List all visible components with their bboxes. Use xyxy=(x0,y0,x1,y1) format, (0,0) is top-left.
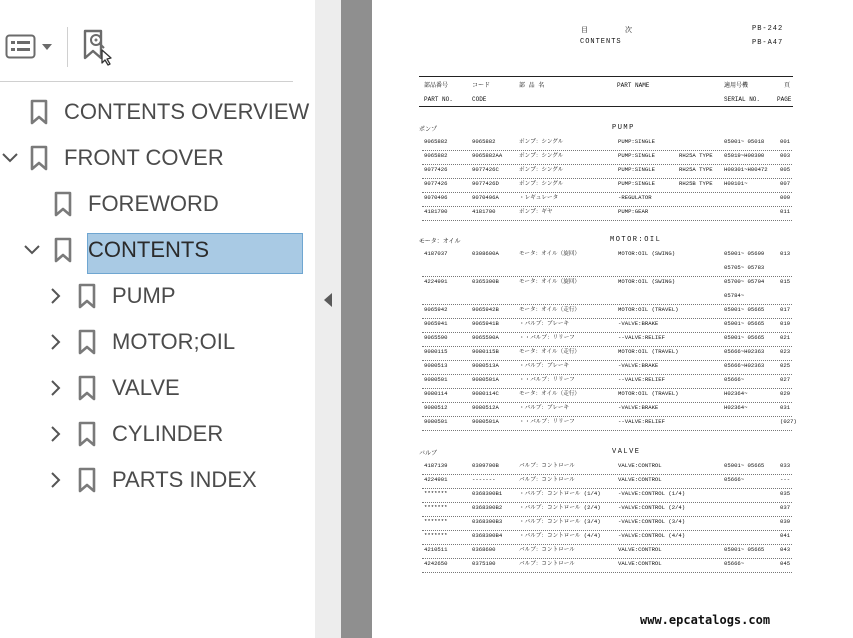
table-row xyxy=(372,376,853,390)
toolbar-separator xyxy=(67,27,68,67)
cell-jp: ・バルブ：コントロール (1/4) xyxy=(519,490,601,497)
cell-part: 4187037 xyxy=(424,250,448,257)
cell-serial: 05001~ 05018 xyxy=(724,138,765,145)
cell-code: 9070496A xyxy=(472,194,499,201)
cell-part: 9065882 xyxy=(424,138,448,145)
collapse-panel-left-icon[interactable] xyxy=(322,292,334,308)
cell-serial: 05700~ 05704 xyxy=(724,278,765,285)
watermark-text: www.epcatalogs.com xyxy=(640,613,771,627)
cell-name: VALVE:CONTROL xyxy=(618,560,662,567)
row-separator xyxy=(422,558,792,559)
bookmark-icon xyxy=(78,375,96,401)
cell-name: PUMP:SINGLE xyxy=(618,180,655,187)
document-viewer[interactable] xyxy=(341,0,853,638)
cell-page: 007 xyxy=(780,180,791,187)
cell-part: 9080512 xyxy=(424,404,448,411)
row-separator xyxy=(422,388,792,389)
cell-part: 9065882 xyxy=(424,152,448,159)
cell-jp: モータ：オイル（走行） xyxy=(519,390,581,397)
document-page xyxy=(372,0,853,638)
bookmark-icon xyxy=(78,283,96,309)
table-row xyxy=(372,194,853,208)
bookmark-item[interactable] xyxy=(0,368,300,408)
table-row xyxy=(372,208,853,222)
cell-page: 045 xyxy=(780,560,791,567)
cell-serial: 05666~H02363 xyxy=(724,362,765,369)
cell-jp: ・・バルブ：リリーフ xyxy=(519,376,575,383)
row-separator xyxy=(422,572,792,573)
table-row xyxy=(372,418,853,432)
cell-serial: 05001~ 05665 xyxy=(724,462,765,469)
col-part-no-jp: 部品番号 xyxy=(424,82,449,89)
cell-page: 039 xyxy=(780,518,791,525)
cell-code: 9077426D xyxy=(472,180,499,187)
cell-code: 0365300B xyxy=(472,278,499,285)
table-row xyxy=(372,518,853,532)
bookmark-item[interactable] xyxy=(0,230,300,270)
cell-code: 9080512A xyxy=(472,404,499,411)
bookmark-label: CONTENTS xyxy=(88,237,209,262)
cell-jp: モータ：オイル（走行） xyxy=(519,306,581,313)
chevron-right-icon[interactable] xyxy=(46,378,66,398)
bookmark-item[interactable] xyxy=(0,276,300,316)
table-row xyxy=(372,476,853,490)
cell-name: -VALVE:CONTROL (2/4) xyxy=(618,504,686,511)
cell-name: -VALVE:BRAKE xyxy=(618,320,659,327)
cell-page: 037 xyxy=(780,504,791,511)
bookmark-label: MOTOR;OIL xyxy=(112,329,236,354)
col-serial-jp: 適用号機 xyxy=(724,82,749,89)
bookmark-item[interactable] xyxy=(0,138,300,178)
doc-code-2: PB-A47 xyxy=(752,39,784,47)
table-row xyxy=(372,390,853,404)
cell-page: 021 xyxy=(780,334,791,341)
cell-name: -VALVE:CONTROL (3/4) xyxy=(618,518,686,525)
title-jp-2: 次 xyxy=(625,27,633,35)
cell-page: 043 xyxy=(780,546,791,553)
row-separator xyxy=(422,178,792,179)
chevron-right-icon[interactable] xyxy=(46,332,66,352)
title-en: CONTENTS xyxy=(580,38,622,46)
panel-splitter[interactable] xyxy=(315,0,341,638)
cell-jp: バルブ：コントロール xyxy=(519,476,575,483)
cell-serial: 05001~ 05665 xyxy=(724,320,765,327)
cell-code: 9065941B xyxy=(472,320,499,327)
cell-serial: 05666~H02363 xyxy=(724,348,765,355)
cell-page: (027) xyxy=(780,418,797,425)
row-separator xyxy=(422,430,792,431)
cell-page: 013 xyxy=(780,250,791,257)
cell-name: --VALVE:RELIEF xyxy=(618,334,665,341)
row-separator xyxy=(422,150,792,151)
table-row xyxy=(372,180,853,194)
row-separator xyxy=(422,502,792,503)
row-separator xyxy=(422,474,792,475)
table-row xyxy=(372,138,853,152)
cell-code: 9080115B xyxy=(472,348,499,355)
cell-jp: ・レギュレータ xyxy=(519,194,559,201)
bookmark-icon xyxy=(78,329,96,355)
cell-type: RH25A TYPE xyxy=(679,152,713,159)
chevron-down-icon[interactable] xyxy=(0,148,20,168)
cell-jp: ・バルブ：ブレーキ xyxy=(519,404,570,411)
bookmark-icon xyxy=(30,145,48,171)
cell-part: 9080501 xyxy=(424,418,448,425)
cell-code: 9080501A xyxy=(472,418,499,425)
cell-jp: バルブ：コントロール xyxy=(519,560,575,567)
cell-code: 9077426C xyxy=(472,166,499,173)
cell-part: ******* xyxy=(424,490,448,497)
row-separator xyxy=(422,276,792,277)
cell-page: 029 xyxy=(780,390,791,397)
section-title: MOTOR:OIL xyxy=(610,236,662,244)
cell-type: RH25A TYPE xyxy=(679,166,713,173)
section-title-jp: モータ：オイル xyxy=(419,238,461,245)
cell-code: 0308600A xyxy=(472,250,499,257)
cell-name: MOTOR:OIL (TRAVEL) xyxy=(618,390,679,397)
cell-name: MOTOR:OIL (SWING) xyxy=(618,278,676,285)
cell-jp: モータ：オイル（旋回） xyxy=(519,278,581,285)
col-code: CODE xyxy=(472,96,487,103)
row-separator xyxy=(422,488,792,489)
cell-part: 9070496 xyxy=(424,194,448,201)
cell-serial: 05001~ 05665 xyxy=(724,306,765,313)
chevron-down-icon[interactable] xyxy=(40,40,54,52)
bookmark-label: PARTS INDEX xyxy=(112,467,257,492)
cell-page: 025 xyxy=(780,362,791,369)
cell-name: PUMP:SINGLE xyxy=(618,166,655,173)
cell-name: -VALVE:BRAKE xyxy=(618,362,659,369)
title-jp-1: 目 xyxy=(581,27,589,35)
cell-serial: 05001~ 05665 xyxy=(724,334,765,341)
cell-part: 9077426 xyxy=(424,180,448,187)
cell-name: MOTOR:OIL (TRAVEL) xyxy=(618,348,679,355)
cell-jp: モータ：オイル（旋回） xyxy=(519,250,581,257)
row-separator xyxy=(422,530,792,531)
cell-serial: 05001~ 05699 xyxy=(724,250,765,257)
cell-name: -VALVE:CONTROL (1/4) xyxy=(618,490,686,497)
cell-serial: 05666~ xyxy=(724,560,745,567)
cell-jp: バルブ：コントロール xyxy=(519,546,575,553)
cell-jp: モータ：オイル（走行） xyxy=(519,348,581,355)
cell-code: 9065590A xyxy=(472,334,499,341)
section-title: PUMP xyxy=(612,124,635,132)
row-separator xyxy=(422,360,792,361)
row-separator xyxy=(422,220,792,221)
bookmark-options-icon[interactable] xyxy=(5,34,39,60)
cell-page: 019 xyxy=(780,320,791,327)
cell-part: 9080513 xyxy=(424,362,448,369)
bookmark-item[interactable] xyxy=(0,92,310,132)
row-separator xyxy=(422,192,792,193)
bookmark-item[interactable] xyxy=(0,184,300,224)
table-row xyxy=(372,334,853,348)
chevron-right-icon[interactable] xyxy=(46,470,66,490)
cell-jp: ・バルブ：コントロール (3/4) xyxy=(519,518,601,525)
table-row xyxy=(372,462,853,476)
table-row xyxy=(372,278,853,306)
cell-part: 4224901 xyxy=(424,476,448,483)
cell-serial: H02364~ xyxy=(724,404,748,411)
cell-part: 9080501 xyxy=(424,376,448,383)
cell-part: 9080115 xyxy=(424,348,448,355)
table-row xyxy=(372,546,853,560)
cell-jp: ・バルブ：コントロール (4/4) xyxy=(519,532,601,539)
bookmark-label: VALVE xyxy=(112,375,180,400)
bookmark-label: CONTENTS OVERVIEW xyxy=(64,99,310,124)
cell-name: VALVE:CONTROL xyxy=(618,462,662,469)
cell-page: 003 xyxy=(780,152,791,159)
cell-name: -VALVE:BRAKE xyxy=(618,404,659,411)
section-title-jp: ポンプ xyxy=(419,126,438,133)
col-code-jp: コード xyxy=(472,82,491,89)
cell-page: 041 xyxy=(780,532,791,539)
table-row xyxy=(372,560,853,574)
cell-page: 027 xyxy=(780,376,791,383)
table-row xyxy=(372,490,853,504)
cell-type: RH25B TYPE xyxy=(679,180,713,187)
cell-serial: 05666~ xyxy=(724,476,745,483)
cell-part: 4210511 xyxy=(424,546,448,553)
row-separator xyxy=(422,416,792,417)
table-row xyxy=(372,348,853,362)
cell-jp: ・バルブ：コントロール (2/4) xyxy=(519,504,601,511)
cell-part: 4242650 xyxy=(424,560,448,567)
table-row xyxy=(372,166,853,180)
bookmark-icon xyxy=(78,467,96,493)
row-separator xyxy=(422,206,792,207)
bookmark-icon xyxy=(54,191,72,217)
table-row xyxy=(372,504,853,518)
cell-part: 9065942 xyxy=(424,306,448,313)
bookmark-item[interactable] xyxy=(0,460,300,500)
cell-code: 0368300B4 xyxy=(472,532,503,539)
cell-page: 031 xyxy=(780,404,791,411)
col-name-jp: 部 品 名 xyxy=(519,82,545,89)
viewer-gutter xyxy=(341,0,372,638)
cell-jp: ・バルブ：ブレーキ xyxy=(519,362,570,369)
cell-page: 033 xyxy=(780,462,791,469)
col-part-name: PART NAME xyxy=(617,82,650,89)
cell-page: 017 xyxy=(780,306,791,313)
table-row xyxy=(372,306,853,320)
cell-code: 0368300B2 xyxy=(472,504,503,511)
bookmark-icon xyxy=(78,421,96,447)
row-separator xyxy=(422,516,792,517)
cell-page: 035 xyxy=(780,490,791,497)
cell-part: 9077426 xyxy=(424,166,448,173)
bookmark-icon xyxy=(54,237,72,263)
cell-name: PUMP:SINGLE xyxy=(618,152,655,159)
cell-jp: ポンプ：ギヤ xyxy=(519,208,553,215)
cell-part: 9080114 xyxy=(424,390,448,397)
chevron-right-icon[interactable] xyxy=(46,286,66,306)
bookmark-label: FRONT COVER xyxy=(64,145,224,170)
cell-name: PUMP:GEAR xyxy=(618,208,649,215)
cell-name: MOTOR:OIL (TRAVEL) xyxy=(618,306,679,313)
cell-part: ******* xyxy=(424,518,448,525)
bookmark-label: CYLINDER xyxy=(112,421,224,446)
row-separator xyxy=(422,164,792,165)
chevron-right-icon[interactable] xyxy=(46,424,66,444)
cell-name: --VALVE:RELIEF xyxy=(618,418,665,425)
table-row xyxy=(372,362,853,376)
cell-code: 9080513A xyxy=(472,362,499,369)
cell-code: 9065882 xyxy=(472,138,496,145)
cell-name: VALVE:CONTROL xyxy=(618,546,662,553)
cell-name: VALVE:CONTROL xyxy=(618,476,662,483)
find-current-bookmark-icon[interactable] xyxy=(82,28,118,66)
cell-jp: ポンプ：シングル xyxy=(519,180,564,187)
cell-part: 9065590 xyxy=(424,334,448,341)
cell-name: -VALVE:CONTROL (4/4) xyxy=(618,532,686,539)
row-separator xyxy=(422,318,792,319)
cell-serial-2: 05784~ xyxy=(724,292,745,299)
cell-jp: ポンプ：シングル xyxy=(519,138,564,145)
bookmark-icon xyxy=(30,99,48,125)
cell-code: 9065942B xyxy=(472,306,499,313)
cell-code: 9080501A xyxy=(472,376,499,383)
cell-page: 001 xyxy=(780,138,791,145)
cell-jp: ポンプ：シングル xyxy=(519,166,564,173)
cell-code: 9065882AA xyxy=(472,152,503,159)
col-serial-no: SERIAL NO. xyxy=(724,96,761,103)
doc-code-1: PB-242 xyxy=(752,25,784,33)
cell-serial-2: 05705~ 05783 xyxy=(724,264,765,271)
cell-jp: ・・バルブ：リリーフ xyxy=(519,334,575,341)
cell-jp: バルブ：コントロール xyxy=(519,462,575,469)
bookmark-label: PUMP xyxy=(112,283,176,308)
cell-page: 011 xyxy=(780,208,791,215)
bookmark-item[interactable] xyxy=(0,322,300,362)
bookmark-item[interactable] xyxy=(0,414,300,454)
cell-jp: ポンプ：シングル xyxy=(519,152,564,159)
cell-page: 023 xyxy=(780,348,791,355)
col-page-jp: 頁 xyxy=(784,82,791,89)
section-title: VALVE xyxy=(612,448,641,456)
cell-code: 0368600 xyxy=(472,546,496,553)
cell-code: 0309700B xyxy=(472,462,499,469)
cell-code: 0368300B3 xyxy=(472,518,503,525)
bookmark-label: FOREWORD xyxy=(88,191,219,216)
cell-part: 4181700 xyxy=(424,208,448,215)
cell-jp: ・バルブ：ブレーキ xyxy=(519,320,570,327)
table-row xyxy=(372,320,853,334)
cell-name: PUMP:SINGLE xyxy=(618,138,655,145)
cell-code: 9080114C xyxy=(472,390,499,397)
table-row xyxy=(372,152,853,166)
row-separator xyxy=(422,346,792,347)
cell-serial: 05666~ xyxy=(724,376,745,383)
cell-name: --VALVE:RELIEF xyxy=(618,376,665,383)
table-row xyxy=(372,532,853,546)
row-separator xyxy=(422,402,792,403)
header-rule-top xyxy=(419,76,793,77)
cell-page: --- xyxy=(780,476,791,483)
bookmarks-panel xyxy=(0,0,316,638)
row-separator xyxy=(422,304,792,305)
cell-page: 015 xyxy=(780,278,791,285)
cell-page: 009 xyxy=(780,194,791,201)
header-rule-bottom xyxy=(419,106,793,107)
cell-part: 4187139 xyxy=(424,462,448,469)
row-separator xyxy=(422,374,792,375)
cell-jp: ・・バルブ：リリーフ xyxy=(519,418,575,425)
row-separator xyxy=(422,544,792,545)
cell-part: 9065941 xyxy=(424,320,448,327)
cell-code: 0368300B1 xyxy=(472,490,503,497)
cell-part: ******* xyxy=(424,532,448,539)
cell-serial: H02364~ xyxy=(724,390,748,397)
cell-serial: 05001~ 05665 xyxy=(724,546,765,553)
cell-serial: H00301~H00472 xyxy=(724,166,768,173)
cell-name: -REGULATOR xyxy=(618,194,652,201)
bookmarks-toolbar xyxy=(0,0,293,82)
table-row xyxy=(372,404,853,418)
col-part-no: PART NO. xyxy=(424,96,453,103)
table-row xyxy=(372,250,853,278)
cell-code: ------- xyxy=(472,476,496,483)
col-page: PAGE xyxy=(777,96,792,103)
cell-part: 4224991 xyxy=(424,278,448,285)
cell-code: 4181700 xyxy=(472,208,496,215)
cell-serial: H00101~ xyxy=(724,180,748,187)
section-title-jp: バルブ xyxy=(419,450,438,457)
cell-part: ******* xyxy=(424,504,448,511)
cell-page: 005 xyxy=(780,166,791,173)
cell-name: MOTOR:OIL (SWING) xyxy=(618,250,676,257)
cell-serial: 05019~H00300 xyxy=(724,152,765,159)
row-separator xyxy=(422,332,792,333)
cell-code: 0375100 xyxy=(472,560,496,567)
chevron-down-icon[interactable] xyxy=(22,240,42,260)
